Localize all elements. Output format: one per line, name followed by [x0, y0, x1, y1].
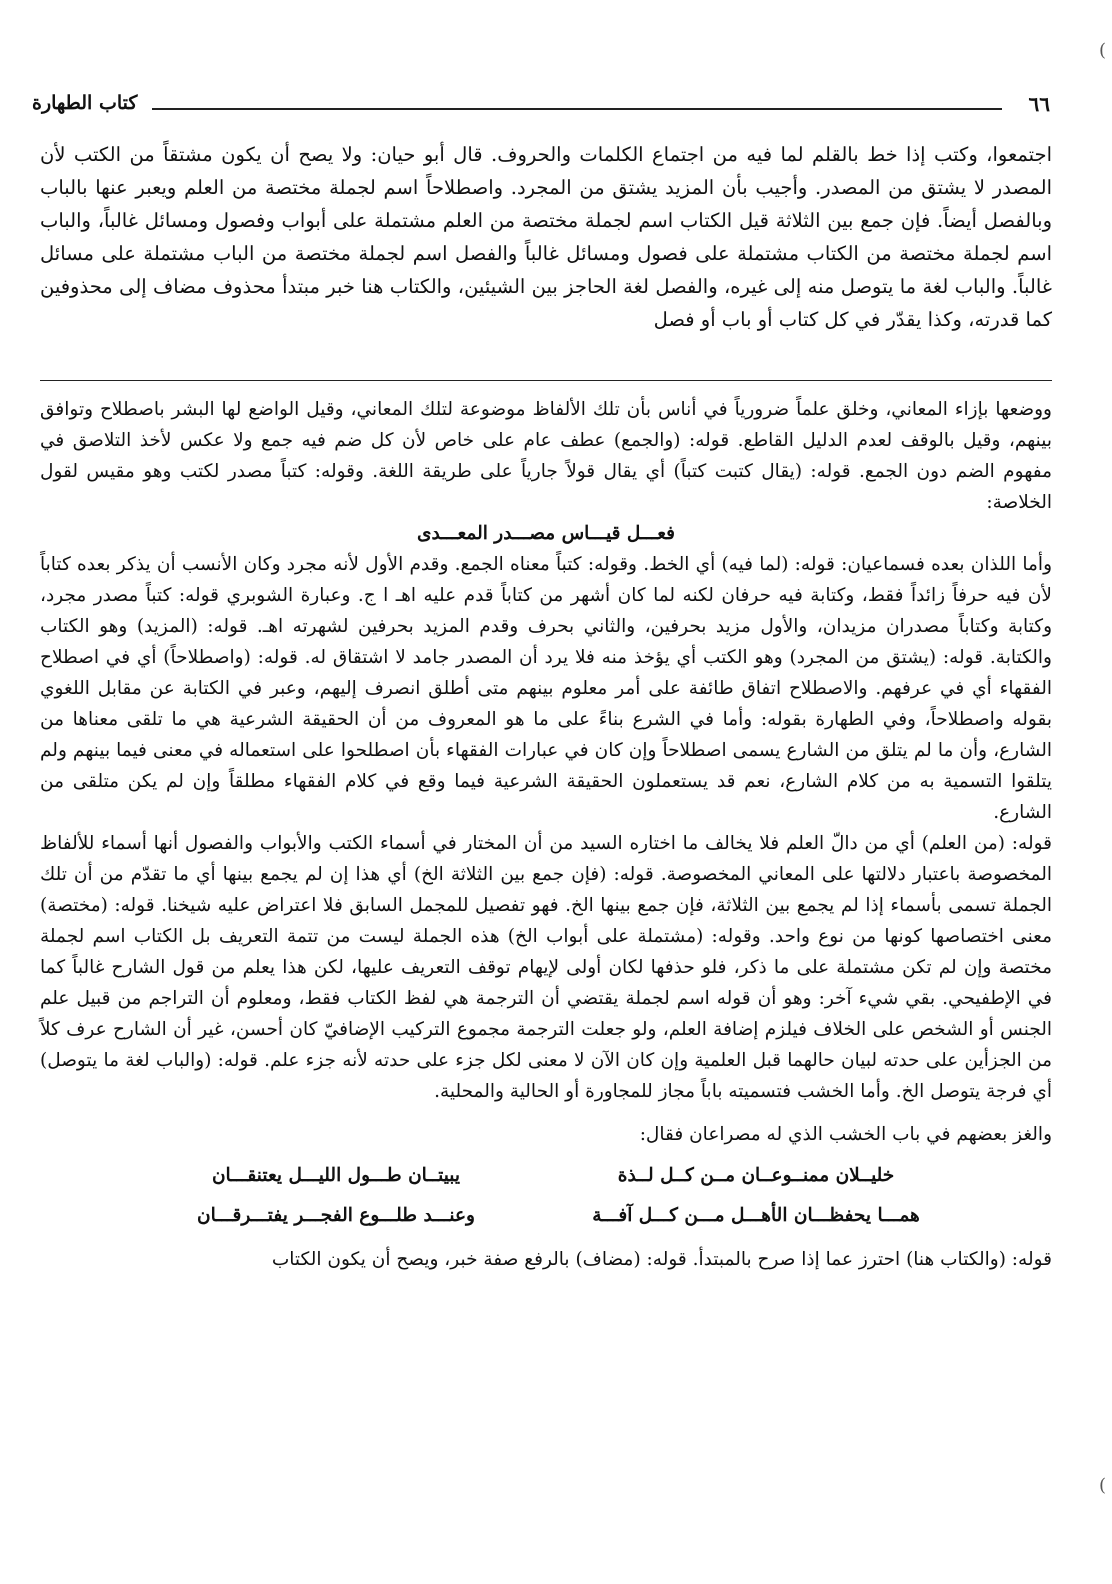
commentary-paragraph-4: قوله: (والكتاب هنا) احترز عما إذا صرح بالمبتدأ. قوله: (مضاف) بالرفع صفة خبر، ويصح أن يكون الكتاب — [271, 1249, 1052, 1270]
poem — [40, 1156, 1052, 1236]
commentary-block — [40, 394, 1052, 1275]
commentary-paragraph-1: ووضعها بإزاء المعاني، وخلق علماً ضرورياً في أناس بأن تلك الألفاظ موضوعة لتلك المعاني، وقيل الواضع لها البشر باصطلاح وتوافق بينهم، وقيل بالوقف لعدم الدليل القاطع. قوله: (والجمع) عطف عام على خاص لأن كل ضم فيه جمع ولا عكس لأخذ التلاصق في مفهوم الضم دون الجمع. قوله: (يقال كتبت كتباً) أي يقال قولاً جارياً على طريقة اللغة. وقوله: كتباً مصدر لكتب وهو مقيس لقول الخلاصة: — [40, 399, 1052, 513]
poem-hemistich: وعنـــد طلـــوع الفجـــر يفتـــرقـــان — [197, 1205, 475, 1226]
commentary-paragraph-2: وأما اللذان بعده فسماعيان: قوله: (لما فيه) أي الخط. وقوله: كتباً معناه الجمع. وقدم الأول لأنه مجرد وكان الأنسب أن يذكر بعده كتاباً لأن فيه حرفاً زائداً فقط، وكتابة فيه حرفان لكنه لما كان أشهر من كتاباً قدم عليه اهـ ا ج. وعبارة الشوبري قوله: كتباً مصدر مجرد، وكتابة وكتاباً مصدران مزيدان، والأول مزيد بحرفين، والثاني بحرف وقدم المزيد بحرفين لشهرته اهـ. قوله: (المزيد) وهو الكتاب والكتابة. قوله: (يشتق من المجرد) وهو الكتب أي يؤخذ منه فلا يرد أن المصدر جامد لا اشتقاق له. قوله: (واصطلاحاً) أي في اصطلاح الفقهاء أي في عرفهم. والاصطلاح اتفاق طائفة على أمر معلوم بينهم متى أطلق انصرف إليهم، وعبر في الكتابة عن مقابل اللغوي بقوله واصطلاحاً، وفي الطهارة بقوله: وأما في الشرع بناءً على ما هو المعروف من أن الحقيقة الشرعية هي ما تلقى معناها من الشارع، وأن ما لم يتلق من الشارع يسمى اصطلاحاً وإن كان في عبارات الفقهاء بأن اصطلحوا على استعماله في معنى فيما بينهم ولم يتلقوا التسمية به من كلام الشارع، نعم قد يستعملون الحقيقة الشرعية فيما وقع في كلام الفقهاء مطلقاً وإن لم يكن متلقى من الشارع. — [40, 554, 1052, 823]
poem-row — [40, 1156, 1052, 1196]
book-title: كتاب الطهارة — [32, 92, 138, 114]
main-text-block: اجتمعوا، وكتب إذا خط بالقلم لما فيه من اجتماع الكلمات والحروف. قال أبو حيان: ولا يصح أن يكون مشتقاً من الكتب لأن المصدر لا يشتق من المصدر. وأجيب بأن المزيد يشتق من المجرد. واصطلاحاً اسم لجملة مختصة من العلم ويعبر عنها بالباب وبالفصل أيضاً. فإن جمع بين الثلاثة قيل الكتاب اسم لجملة مختصة من العلم مشتملة على أبواب وفصول ومسائل غالباً، والباب اسم لجملة مختصة من الكتاب مشتملة على فصول ومسائل غالباً والفصل اسم لجملة مختصة من الباب مشتملة على مسائل غالباً. والباب لغة ما يتوصل منه إلى غيره، والفصل لغة الحاجز بين الشيئين، والكتاب هنا خبر مبتدأ محذوف مضاف إلى محذوفين كما قدرته، وكذا يقدّر في كل كتاب أو باب أو فصل — [40, 143, 1052, 331]
page-number: ٦٦ — [1028, 92, 1050, 116]
scan-edge-mark: ) — [1098, 1475, 1106, 1496]
verse-line: فعـــل قيـــاس مصـــدر المعـــدى — [417, 523, 675, 544]
header-rule — [152, 108, 1002, 110]
commentary-paragraph-3: قوله: (من العلم) أي من دالّ العلم فلا يخالف ما اختاره السيد من أن المختار في أسماء الكتب والأبواب والفصول أنها أسماء للألفاظ المخصوصة باعتبار دلالتها على المعاني المخصوصة. قوله: (فإن جمع بين الثلاثة الخ) أي هذا إن لم يجمع بينها أي ما تقدّم من أن تلك الجملة تسمى بأسماء إذا لم يجمع بين الثلاثة، فإن جمع بينها الخ. فهو تفصيل للمجمل السابق فلا اعتراض عليه شيخنا. قوله: (مختصة) معنى اختصاصها كونها من نوع واحد. وقوله: (مشتملة على أبواب الخ) هذه الجملة ليست من تتمة التعريف بل الكتاب اسم لجملة مختصة وإن لم تكن مشتملة على ما ذكر، فلو حذفها لكان أولى لإيهام توقف التعريف عليها، لكن هذا يعلم من قول الشارح غالباً كما في الإطفيحي. بقي شيء آخر: وهو أن قوله اسم لجملة يقتضي أن الترجمة هي لفظ الكتاب فقط، ومعلوم أن التراجم من قبيل علم الجنس أو الشخص على الخلاف فيلزم إضافة العلم، ولو جعلت الترجمة مجموع التركيب الإضافيّ كان أحسن، غير أن الشارح عرف كلاً من الجزأين على حدته لبيان حالهما قبل العلمية وإن كان الآن لا معنى لكل جزء على حدته لأنه جزء علم. قوله: (والباب لغة ما يتوصل) أي فرجة يتوصل الخ. وأما الخشب فتسميته باباً مجاز للمجاورة أو الحالية والمحلية. — [40, 833, 1052, 1102]
running-header — [32, 92, 1050, 122]
poem-hemistich: همـــا يحفظـــان الأهـــل مـــن كـــل آفـــة — [592, 1205, 920, 1226]
poem-hemistich: يبيتــان طـــول الليـــل يعتنقـــان — [211, 1165, 461, 1186]
poem-intro: والغز بعضهم في باب الخشب الذي له مصراعان فقال: — [639, 1124, 1052, 1145]
scan-edge-mark: ) — [1098, 40, 1106, 61]
poem-row — [40, 1196, 1052, 1236]
text-separator-rule — [40, 380, 1052, 381]
poem-hemistich: خليــلان ممنــوعــان مــن كــل لــذة — [617, 1165, 895, 1186]
